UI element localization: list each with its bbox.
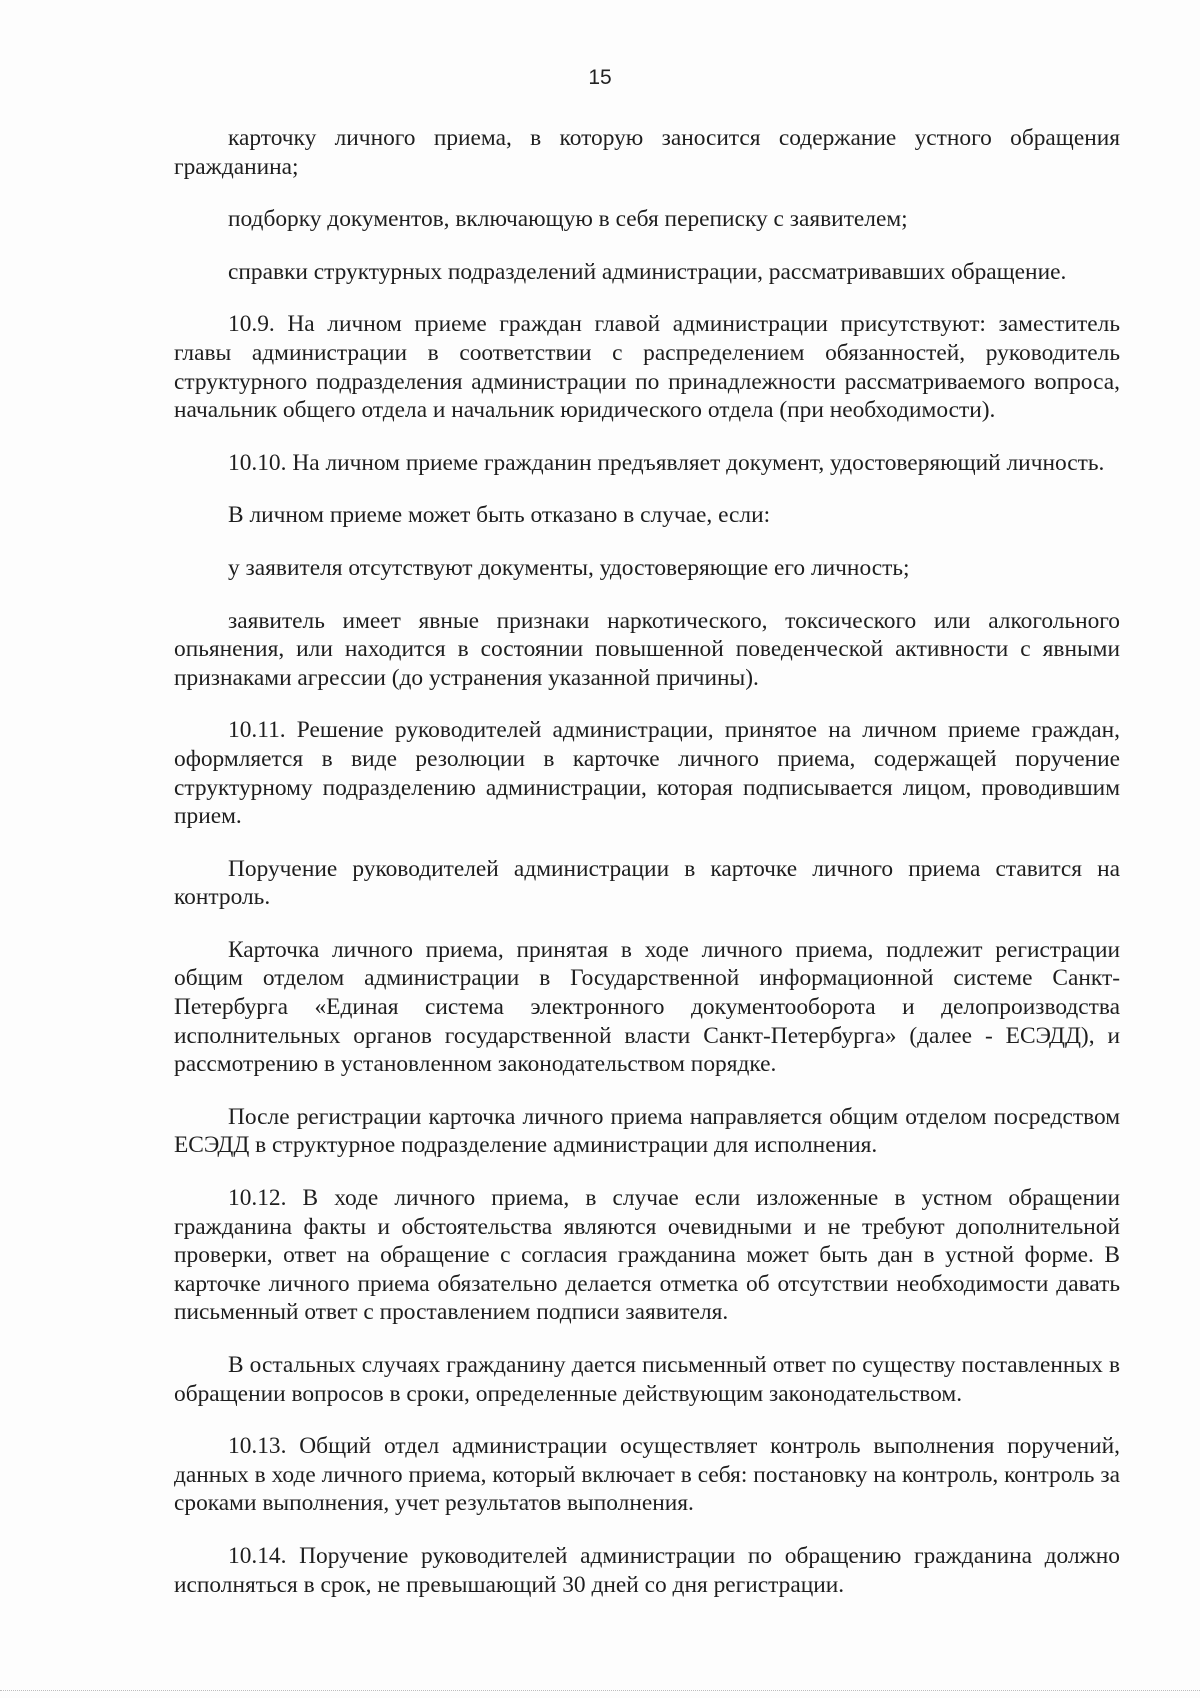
paragraph-refusal-intoxication: заявитель имеет явные признаки наркотического, токсического или алкогольного опьянения, или находится в состоянии повышенной поведенческой активности с явными признаками агрессии (до устранения указанной причины).: [174, 607, 1120, 691]
paragraph-instruction-control: Поручение руководителей администрации в карточке личного приема ставится на контроль.: [174, 855, 1120, 911]
paragraph-refusal-no-documents: у заявителя отсутствуют документы, удостоверяющие его личность;: [228, 554, 910, 581]
paragraph-after-registration: После регистрации карточка личного приема направляется общим отделом посредством ЕСЭДД в структурное подразделение администрации для исполнения.: [174, 1103, 1120, 1159]
paragraph-10-10: 10.10. На личном приеме гражданин предъявляет документ, удостоверяющий личность.: [228, 449, 1105, 476]
paragraph-10-14: 10.14. Поручение руководителей администрации по обращению гражданина должно исполняться в срок, не превышающий 30 дней со дня регистрации.: [174, 1542, 1120, 1598]
paragraph-10-9: 10.9. На личном приеме граждан главой администрации присутствуют: заместитель главы администрации в соответствии с распределением обязанностей, руководитель структурного подразделения администрации по принадлежности рассматриваемого вопроса, начальник общего отдела и начальник юридического отдела (при необходимости).: [174, 311, 1120, 424]
paragraph-10-13: 10.13. Общий отдел администрации осуществляет контроль выполнения поручений, данных в ходе личного приема, который включает в себя: постановку на контроль, контроль за сроками выполнения, учет результатов выполнения.: [174, 1433, 1120, 1517]
paragraph-document-set: подборку документов, включающую в себя переписку с заявителем;: [228, 206, 908, 233]
paragraph-department-notes: справки структурных подразделений администрации, рассматривавших обращение.: [228, 258, 1067, 285]
paragraph-10-11: 10.11. Решение руководителей администрации, принятое на личном приеме граждан, оформляется в виде резолюции в карточке личного приема, содержащей поручение структурному подразделению администрации, которая подписывается лицом, проводившим прием.: [174, 717, 1120, 830]
paragraph-card-registration: Карточка личного приема, принятая в ходе личного приема, подлежит регистрации общим отделом администрации в Государственной информационной системе Санкт-Петербурга «Единая система электронного документооборота и делопроизводства исполнительных органов государственной власти Санкт-Петербурга» (далее - ЕСЭДД), и рассмотрению в установленном законодательством порядке.: [174, 936, 1120, 1078]
paragraph-personal-reception-card: карточку личного приема, в которую заносится содержание устного обращения гражданина;: [174, 125, 1120, 180]
paragraph-10-12: 10.12. В ходе личного приема, в случае если изложенные в устном обращении гражданина факты и обстоятельства являются очевидными и не требуют дополнительной проверки, ответ на обращение с согласия гражданина может быть дан в устной форме. В карточке личного приема обязательно делается отметка об отсутствии необходимости давать письменный ответ с проставлением подписи заявителя.: [174, 1185, 1120, 1326]
document-body: [174, 124, 1120, 1623]
paragraph-refusal-intro: В личном приеме может быть отказано в случае, если:: [228, 502, 771, 529]
paragraph-written-answer: В остальных случаях гражданину дается письменный ответ по существу поставленных в обращении вопросов в сроки, определенные действующим законодательством.: [174, 1352, 1120, 1407]
scan-edge-line: [0, 1690, 1200, 1691]
page-number: 15: [588, 66, 612, 89]
